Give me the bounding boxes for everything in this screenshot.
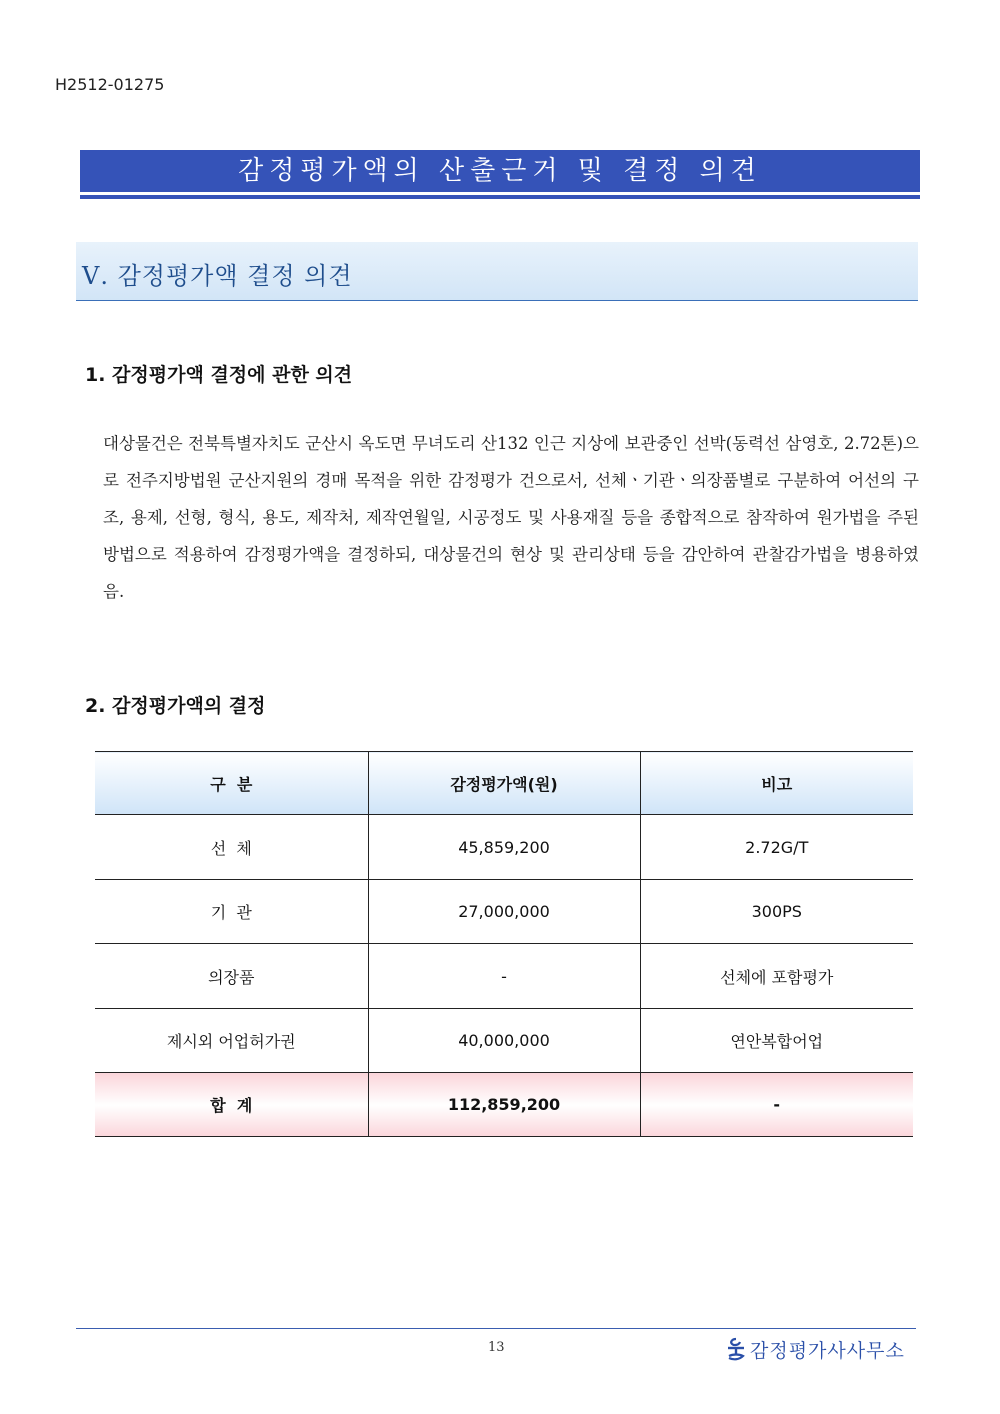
valuation-table [95, 751, 913, 1137]
cell-remarks: 300PS [640, 880, 913, 944]
cell-category: 제시외 어업허가권 [95, 1009, 368, 1073]
page-number: 13 [488, 1340, 505, 1355]
cell-category: 의장품 [95, 944, 368, 1009]
total-remarks: - [640, 1073, 913, 1137]
cell-remarks: 선체에 포함평가 [640, 944, 913, 1009]
header-appraised-value: 감정평가액(원) [368, 752, 640, 815]
title-underline [80, 195, 920, 199]
document-id: H2512-01275 [55, 75, 165, 94]
header-remarks: 비고 [640, 752, 913, 815]
office-brand [725, 1336, 905, 1363]
subsection-heading-opinion: 1. 감정평가액 결정에 관한 의견 [85, 364, 353, 386]
table-row [95, 815, 913, 880]
section-title: Ⅴ. 감정평가액 결정 의견 [82, 262, 353, 290]
cell-value: - [368, 944, 640, 1009]
cell-remarks: 2.72G/T [640, 815, 913, 880]
table-row [95, 1009, 913, 1073]
header-category: 구 분 [95, 752, 368, 815]
cell-category: 기 관 [95, 880, 368, 944]
cell-value: 40,000,000 [368, 1009, 640, 1073]
footer-divider [76, 1328, 916, 1329]
table-header-row [95, 752, 913, 815]
cell-category: 선 체 [95, 815, 368, 880]
total-value: 112,859,200 [368, 1073, 640, 1137]
total-label: 합 계 [95, 1073, 368, 1137]
opinion-paragraph: 대상물건은 전북특별자치도 군산시 옥도면 무녀도리 산132 인근 지상에 보관중인 선박(동력선 삼영호, 2.72톤)으로 전주지방법원 군산지원의 경매 목적을 위한 감정평가 건으로서, 선체ㆍ기관ㆍ의장품별로 구분하여 어선의 구조, 용제, 선형, 형식, 용도, 제작처, 제작연월일, 시공정도 및 사용재질 등을 종합적으로 참작하여 원가법을 주된 방법으로 적용하여 감정평가액을 결정하되, 대상물건의 현상 및 관리상태 등을 감안하여 관찰감가법을 병용하였음. [103, 434, 919, 601]
office-name: 감정평가사사무소 [750, 1340, 905, 1362]
section-header [76, 242, 918, 301]
table-row [95, 944, 913, 1009]
table-row [95, 880, 913, 944]
cell-remarks: 연안복합어업 [640, 1009, 913, 1073]
table-total-row [95, 1073, 913, 1137]
subsection-heading-decision: 2. 감정평가액의 결정 [85, 695, 266, 717]
office-logo-icon [725, 1337, 747, 1363]
cell-value: 45,859,200 [368, 815, 640, 880]
page-title: 감정평가액의 산출근거 및 결정 의견 [80, 150, 920, 192]
cell-value: 27,000,000 [368, 880, 640, 944]
